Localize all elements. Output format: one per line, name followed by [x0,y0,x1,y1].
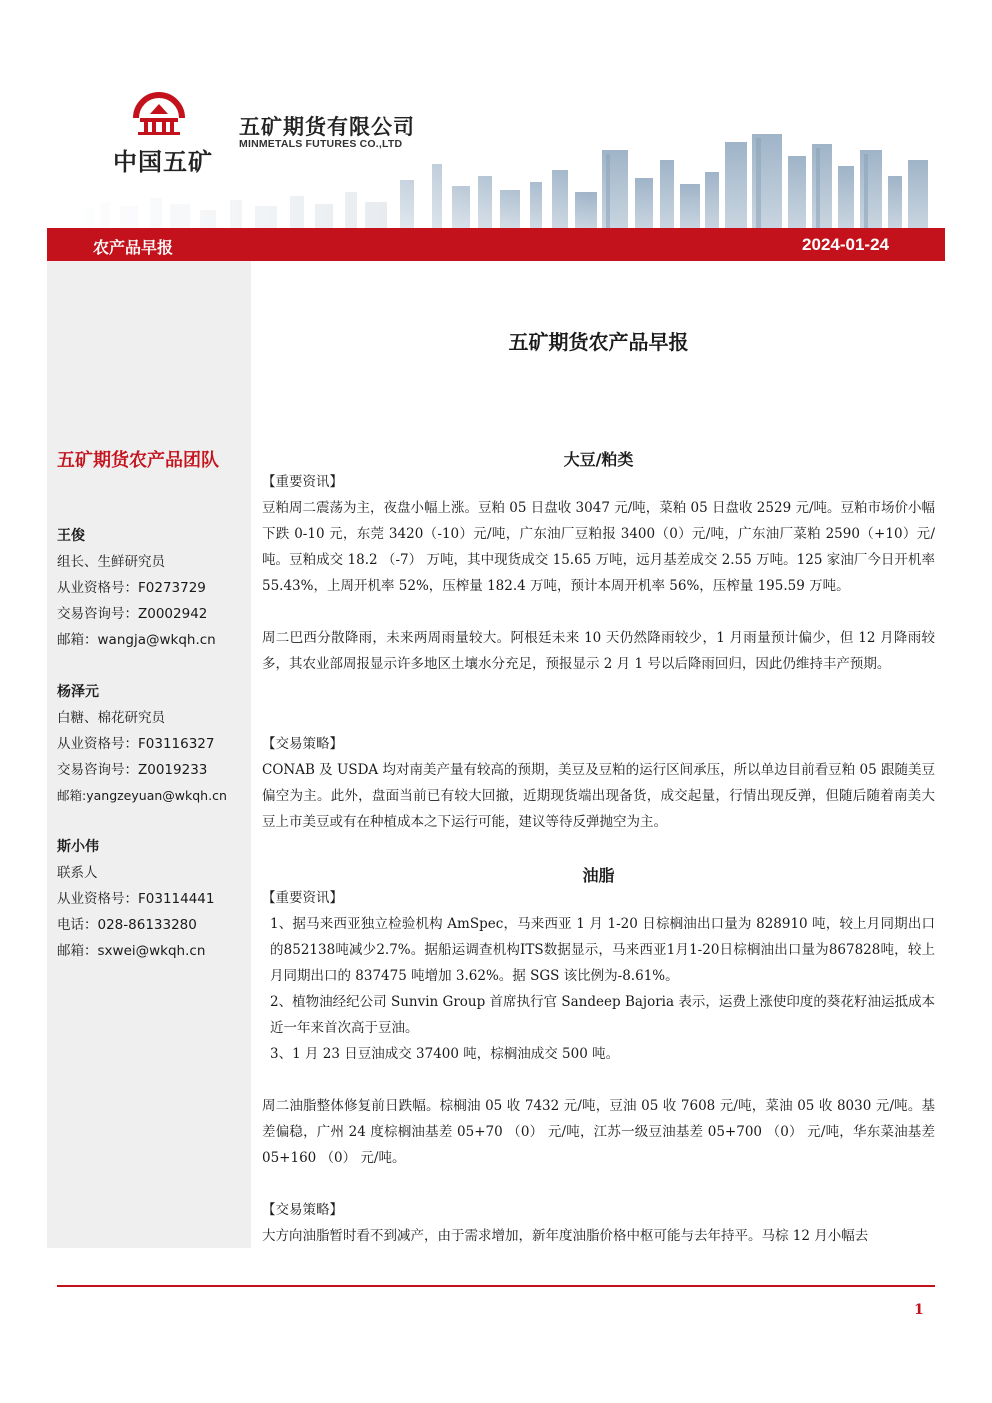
team-sidebar [47,261,251,1248]
report-type-bar [47,228,945,261]
news-tag: 【重要资讯】 [262,890,343,906]
member-role: 组长、生鲜研究员 [57,554,165,570]
soybean-weather-paragraph: 周二巴西分散降雨，未来两周雨量较大。阿根廷未来 10 天仍然降雨较少，1 月雨量预计偏少，但 12 月降雨较多，其农业部周报显示许多地区土壤水分充足，预报显示 2 月 1 号以后降雨回归，因此仍维持丰产预期。 [262,630,935,672]
brand-name-cn: 中国五矿 [113,148,213,176]
member-email: 邮箱:yangzeyuan@wkqh.cn [57,788,227,803]
member-role: 联系人 [57,865,98,881]
team-title: 五矿期货农产品团队 [57,450,219,471]
member-email: 邮箱：wangja@wkqh.cn [57,632,216,648]
company-name-cn: 五矿期货有限公司 [239,115,415,139]
member-name: 王俊 [57,528,85,544]
oils-market-paragraph: 周二油脂整体修复前日跌幅。棕榈油 05 收 7432 元/吨，豆油 05 收 7608 元/吨，菜油 05 收 8030 元/吨。基差偏稳，广州 24 度棕榈油基差 05+70 （0） 元/吨，江苏一级豆油基差 05+700 （0） 元/吨，华东菜油基差 05+160 （0） 元/吨。 [262,1098,935,1166]
member-qualification: 从业资格号：F03114441 [57,891,215,907]
soybean-news-paragraph: 豆粕周二震荡为主，夜盘小幅上涨。豆粕 05 日盘收 3047 元/吨，菜粕 05 日盘收 2529 元/吨。豆粕市场价小幅下跌 0-10 元，东莞 3420（-10）元/吨，广东油厂豆粕报 3400（0）元/吨，广东油厂菜粕 2590（+10）元/吨。豆粕成交 18.2 （-7） 万吨，其中现货成交 15.65 万吨，远月基差成交 2.55 万吨。125 家油厂今日开机率 55.43%，上周开机率 52%，压榨量 182.4 万吨，预计本周开机率 56%，压榨量 195.59 万吨。 [262,500,935,594]
member-name: 杨泽元 [57,684,99,700]
member-consult-number: 交易咨询号：Z0002942 [57,606,208,622]
section-title-oils: 油脂 [582,866,615,885]
member-consult-number: 交易咨询号：Z0019233 [57,762,208,778]
member-qualification: 从业资格号：F03116327 [57,736,215,752]
news-tag: 【重要资讯】 [262,474,343,490]
oils-news-item: 3、1 月 23 日豆油成交 37400 吨，棕榈油成交 500 吨。 [270,1046,620,1062]
section-title-soybean-meal: 大豆/粕类 [563,450,634,469]
page-number: 1 [914,1302,924,1318]
oils-strategy-paragraph: 大方向油脂暂时看不到减产，由于需求增加，新年度油脂价格中枢可能与去年持平。马棕 12 月小幅去 [262,1228,869,1244]
china-minmetals-emblem-icon [130,92,188,136]
member-qualification: 从业资格号：F0273729 [57,580,206,596]
report-header [0,0,992,228]
member-role: 白糖、棉花研究员 [57,710,165,726]
team-member-card [57,523,216,653]
strategy-tag: 【交易策略】 [262,1202,343,1218]
strategy-tag: 【交易策略】 [262,736,343,752]
team-member-card [57,834,214,964]
report-date: 2024-01-24 [802,235,889,254]
team-member-card [57,679,227,809]
member-phone: 电话：028-86133280 [57,917,197,933]
member-email: 邮箱：sxwei@wkqh.cn [57,943,206,959]
company-name-en: MINMETALS FUTURES CO.,LTD [239,138,403,150]
report-title: 五矿期货农产品早报 [508,330,689,354]
soybean-strategy-paragraph: CONAB 及 USDA 均对南美产量有较高的预期，美豆及豆粕的运行区间承压，所以单边目前看豆粕 05 跟随美豆偏空为主。此外，盘面当前已有较大回撤，近期现货端出现备货，成交起量，行情出现反弹，但随后随着南美大豆上市美豆或有在种植成本之下运行可能，建议等待反弹抛空为主。 [262,762,935,830]
member-name: 斯小伟 [57,839,99,855]
footer-divider [57,1285,935,1287]
report-type-label: 农产品早报 [93,238,174,257]
oils-news-item: 2、植物油经纪公司 Sunvin Group 首席执行官 Sandeep Bajoria 表示，运费上涨使印度的葵花籽油运抵成本近一年来首次高于豆油。 [270,994,935,1036]
oils-news-item: 1、据马来西亚独立检验机构 AmSpec，马来西亚 1 月 1-20 日棕榈油出口量为 828910 吨，较上月同期出口的852138吨减少2.7%。据船运调查机构ITS数据显示，马来西亚1月1-20日棕榈油出口量为867828吨，较上月同期出口的 837475 吨增加 3.62%。据 SGS 该比例为-8.61%。 [270,916,935,984]
